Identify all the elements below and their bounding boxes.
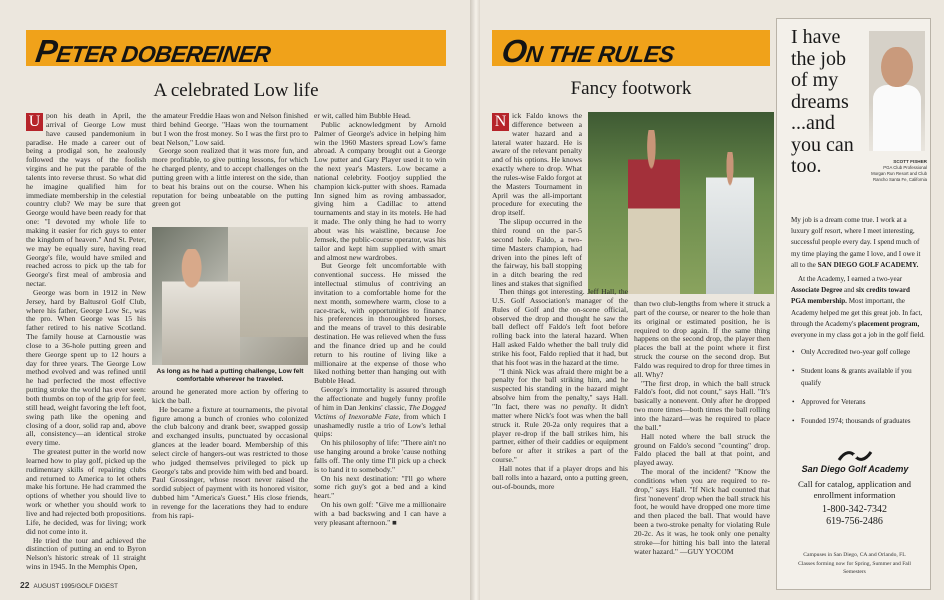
photo-caption: As long as he had a putting challenge, Low felt comfortable wherever he traveled. [156, 368, 304, 383]
ad-bullet-list [791, 347, 925, 427]
academy-logo: San Diego Golf Academy [795, 449, 915, 474]
drop-cap: N [492, 113, 509, 131]
column-name: PETER DOBEREINER [33, 33, 272, 69]
ad-body: My job is a dream come true. I work at a luxury golf resort, where I meet interesting, successful people every day. I spend much of my time playing the game I love, and I owe it all to the SAN DIEGO GOLF ACADEMY. At the Academy, I earned a two-year Associate Degree and six credits toward PGA membership. Most important, the Academy helped me get this great job. In fact, through the Academy's placement program, everyone in my class got a job in the golf field. • Only Accredited two-year golf college • Student loans & grants available if you qualify • Approved for Veterans • Founded 1974; thousands of graduates [791, 215, 925, 435]
page-folio: 22 AUGUST 1995/GOLF DIGEST [20, 580, 118, 590]
scott-fisher-photo [869, 31, 925, 151]
book-title: The Dogged Victims of Inexorable Fate [314, 402, 446, 421]
page-number: 22 [20, 580, 30, 590]
list-item: • Only Accredited two-year golf college [791, 347, 925, 358]
george-low-photo [152, 227, 308, 365]
ad-headline: I have the job of my dreams ...and you can too. [791, 26, 854, 177]
drop-cap: U [26, 113, 43, 131]
golf-academy-ad [776, 18, 931, 590]
article-column-2-top: the amateur Freddie Haas won and Nelson finished third behind George. "Haas won the tournament but I won the frost money. So I was the first pro to beat Nelson," Low said. George soon realized that it was more fun, and more profitable, to give putting lessons, for which he charged plenty, and to accept challenges on the putting green with a little interest on the side, than to beat his brains out on the course. When his reputation for being unbeatable on the putting green got [152, 112, 308, 209]
no-penalty-emphasis: no penalty [560, 401, 596, 411]
article-column-2-bottom: around he generated more action by offering to kick the ball. He became a fixture at tournaments, the pivotal figure among a bunch of cronies who colonized the club balcony and drank beer, swapped gossip and exchanged insults, punctuated by occasional glances at the leader board. Membership of this select circle of hangers-out was restricted to those who judged themselves privileged to pick up George's tabs and provide him with bed and board. Paul Grossinger, whose resort never raised the sordid subject of payment with its honored visitor, dubbed him "America's Guest." His close friends, in revenge for the lacerations they had to endure from his rapi- [152, 388, 308, 520]
article-headline: Fancy footwork [570, 78, 692, 99]
golf-flag-icon [837, 449, 873, 463]
column-banner [26, 30, 446, 69]
article-column-2: than two club-lengths from where it struck a part of the course, or nearer to the hole than its original or estimated position, he is required to drop again. If the same thing happens on the second drop, the player then places the ball at the point where it first struck the course on the second drop. But Faldo was required to drop for three times in all. Why? "The first drop, in which the ball struck Faldo's foot, did not count," says Hall. "It's basically a nonevent. Only after he dropped two more times—both times the ball rolling into the hazard—was he required to place the ball." Hall noted where the ball struck the ground on Faldo's second "counting" drop. Faldo placed the ball at that point, and played away. The moral of the incident? "Know the conditions when you are required to re-drop," says Hall. "If Nick had counted that first 'nonevent' drop when the ball struck his foot, he would have dropped one more time and then placed the ball. That would have been a two-stroke penalty for violating Rule 20-2c. As it was, he took only one penalty stroke—for hitting his ball into the lateral water hazard." —GUY YOCOM [634, 300, 770, 556]
article-column-1: U pon his death in April, the arrival of George Low must have caused pandemonium in paradise. He made a career out of being a prodigal son, he zealously followed the ways of the foolish virgins and he put the parable of the talents into reverse thrust. So what did he imagine qualified him for immediate membership in the celestial country club? We may be sure that George would have been ready for that one: "I devoted my whole life to making it easier for rich guys to enter the kingdom of heaven." And St. Peter, we may be equally sure, having read George's file, would have smiled and reached across to pick up the tab for George's first meal of ambrosia and nectar. George was born in 1912 in New Jersey, hard by Baltusrol Golf Club, where his father, George Low Sr., was the pro. When George was 15 his father retired to his native Scotland. The family house at Carnoustie was close to a 36-hole putting green and there George spent up to 12 hours a day for three years. The George Low method evolved and was refined until he had perfected the most effective putting stroke the world has ever seen: both thumbs on top of the grip for feel, still head, weight favoring the left foot, swing path like the opening and closing of a door, solid rap and, above all, consistency—an identical stroke every time. The greatest putter in the world now learned how to play golf, picked up the rudimentary skills of repairing clubs and returned to America to let others make his fortune. He had crammed the options of whether you should live to work or whether you should work to live and had rejected both propositions. Life, he decided, was for living; work did not come into it. He tried the tour and achieved the distinction of putting an end to Byron Nelson's historic streak of 11 straight wins in 1945. In the Memphis Open, [26, 112, 146, 572]
ad-call-to-action: Call for catalog, application and enrollment information 1-800-342-7342 619-756-2486 [787, 479, 922, 528]
article-column-3: er wit, called him Bubble Head. Public acknowledgment by Arnold Palmer of George's advice in helping him win the 1960 Masters spread Low's fame abroad. A company brought out a George Low putter and Gary Player used it to win the next year's Masters. Low became a national celebrity. Footjoy supplied the champion kick-putter with shoes. Ramada Inn signed him as roving ambassador, giving him a Cadillac to attend tournaments and stay in its motels. He had it made. The only thing he had to worry about was his waistline, because Joe Jemsek, the public-course operator, was his tailor and kept him supplied with smart and almost new wardrobes. But George felt uncomfortable with conventional success. He missed the intellectual stimulus of contriving an invitation to a comfortable home for the next month, somewhere warm, close to a race-track, with opportunities to finance his preferences in thoroughbred horses, and the means of travel to this desirable destination. He was relieved when the fuss and the finance dried up and he could return to his routine of living like a millionaire at the expense of those who liked nothing better than hanging out with Bubble Head. George's immortality is assured through the affectionate and hugely funny profile of him in Dan Jenkins' classic, The Dogged Victims of Inexorable Fate, from which I unashamedly rustle a trio of Low's lethal quips: On his philosophy of life: "There ain't no use hanging around a broke 'cause nothing falls off. The only time I'll pick up a check is to hand it to somebody." On his next destination: "I'll go where some rich guy's got a bed and a kind heart." On his own golf: "Give me a millionaire with a bad backswing and I can have a very pleasant afternoon." ■ [314, 112, 446, 527]
article-column-1-bottom: Then things got interesting. Jeff Hall, the U.S. Golf Association's manager of the Rules of Golf and the on-scene official, observed the drop and thought he saw the ball deflect off Faldo's left foot before rolling back into the lateral hazard. When Hall asked Faldo whether the ball truly did strike his foot, Faldo replied that it had, but that his foot was in the hazard at the time. "I think Nick was afraid there might be a penalty for the ball striking him, and he suspected his standing in the hazard might absolve him from the penalty," says Hall. "In fact, there was no penalty. It didn't matter where Nick's foot was when the ball struck it. Rule 20-2a only requires that a player re-drop if the ball strikes him, his partner, either of their caddies or equipment before or after it strikes a part of the course." Hall notes that if a player drops and his ball rolls into a hazard, onto a putting green, out-of-bounds, more [492, 288, 628, 491]
ad-footer: Campuses in San Diego, CA and Orlando, FL Classes forming now for Spring, Summer and Fall Semesters [798, 552, 911, 575]
ad-signature: SCOTT FISHER PGA Club Professional Morgan Run Resort and Club Rancho Santa Fe, California [871, 159, 927, 182]
column-name: ON THE RULES [499, 33, 676, 69]
list-item: • Founded 1974; thousands of graduates [791, 416, 925, 427]
faldo-drop-photo [588, 112, 774, 294]
article-headline: A celebrated Low life [153, 80, 319, 101]
list-item: • Approved for Veterans [791, 397, 925, 408]
column-banner [492, 30, 770, 69]
list-item: • Student loans & grants available if you qualify [791, 366, 925, 388]
phone-number-1: 1-800-342-7342 [822, 504, 887, 515]
article-column-1-top: N ick Faldo knows the difference between a water hazard and a lateral water hazard. He is aware of the relevant penalty and of his options. He knows exactly where to drop. What the rules-wise Faldo forgot at the Masters Tournament in April was the all-important procedure for executing the drop itself. The slipup occurred in the third round on the par-5 second hole. Faldo, a two-time Masters champion, had driven into the pines left of the fairway, his ball stopping in a ditch bearing the red lines and stakes that signified [492, 112, 582, 288]
phone-number-2: 619-756-2486 [826, 516, 883, 527]
